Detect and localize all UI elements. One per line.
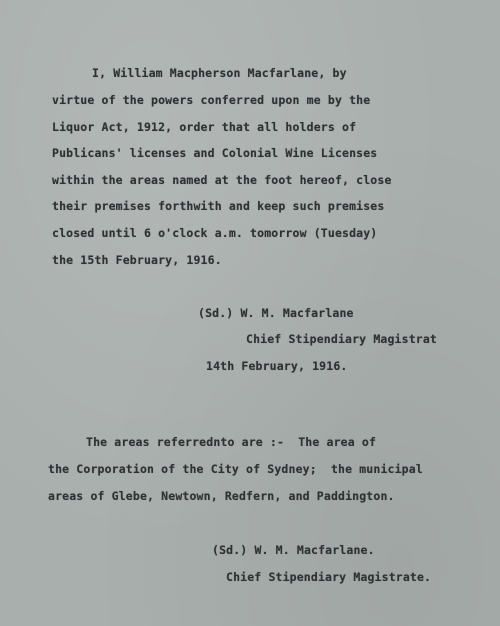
areas-line: areas of Glebe, Newtown, Redfern, and Paddington.: [48, 489, 395, 503]
order-line: the 15th February, 1916.: [52, 253, 222, 267]
order-line: Publicans' licenses and Colonial Wine Licenses: [52, 146, 378, 160]
order-line: closed until 6 o'clock a.m. tomorrow (Tuesday): [52, 226, 378, 240]
order-line: virtue of the powers conferred upon me by the: [52, 93, 371, 107]
order-line: their premises forthwith and keep such premises: [52, 199, 385, 213]
areas-line: The areas referrednto are :- The area of: [86, 435, 377, 449]
signature-date: 14th February, 1916.: [206, 359, 348, 373]
signature-title: Chief Stipendiary Magistrat: [246, 332, 437, 346]
signature-name: (Sd.) W. M. Macfarlane: [198, 306, 354, 320]
signature-title: Chief Stipendiary Magistrate.: [226, 570, 432, 584]
areas-line: the Corporation of the City of Sydney; the municipal: [48, 462, 423, 476]
order-line: I, William Macpherson Macfarlane, by: [92, 66, 347, 80]
order-line: Liquor Act, 1912, order that all holders of: [52, 120, 357, 134]
signature-name: (Sd.) W. M. Macfarlane.: [212, 543, 375, 557]
order-line: within the areas named at the foot hereof, close: [52, 173, 392, 187]
